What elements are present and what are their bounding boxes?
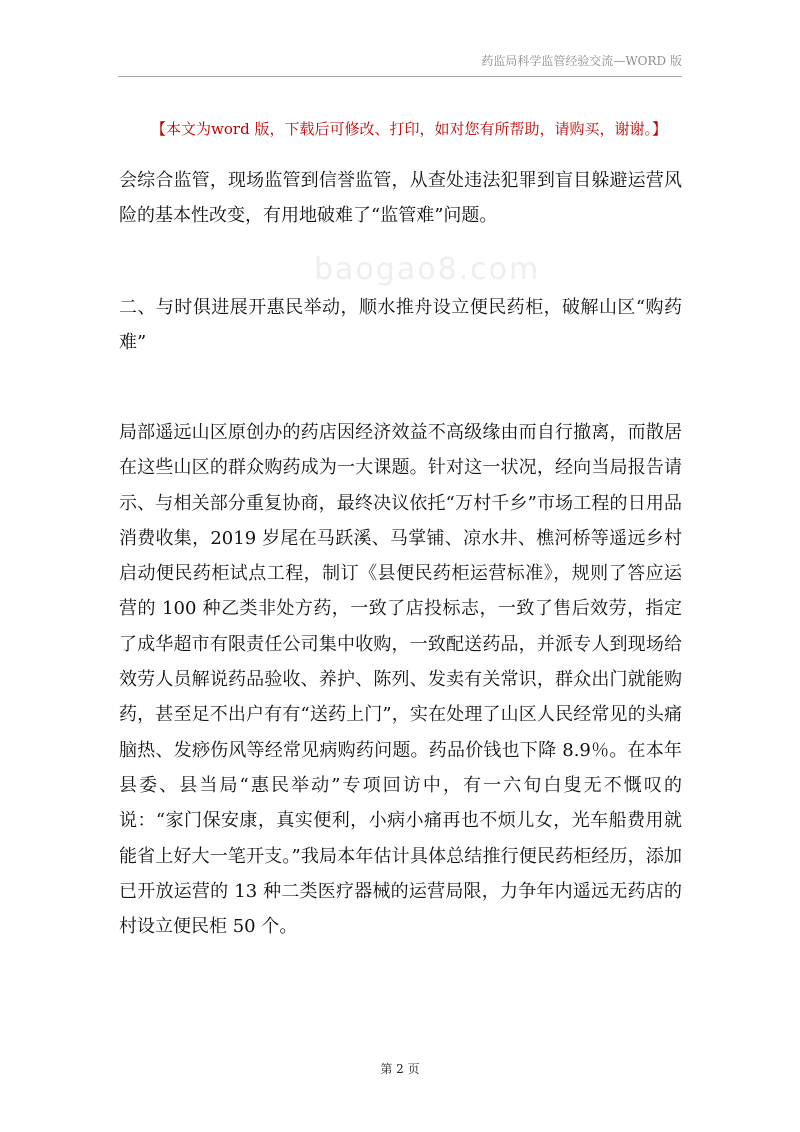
watermark: baogao8.com bbox=[314, 252, 541, 287]
header-title: 药监局科学监管经验交流—WORD 版 bbox=[481, 54, 682, 68]
page-number: 第 2 页 bbox=[380, 1062, 420, 1076]
page-header bbox=[118, 54, 682, 77]
paragraph-main: 局部遥远山区原创办的药店因经济效益不高级缘由而自行撤离，而散居在这些山区的群众购药成为一大课题。针对这一状况，经向当局报告请示、与相关部分重复协商，最终决议依托“万村千乡”市场工程的日用品消费收集，2019 岁尾在马跃溪、马掌铺、凉水井、樵河桥等遥远乡村启动便民药柜试点工程，制订《县便民药柜运营标准》，规则了答应运营的 100 种乙类非处方药，一致了店投标志，一致了售后效劳，指定了成华超市有限责任公司集中收购，一致配送药品，并派专人到现场给效劳人员解说药品验收、养护、陈列、发卖有关常识，群众出门就能购药，甚至足不出户有有“送药上门”，实在处理了山区人民经常见的头痛脑热、发痧伤风等经常见病购药问题。药品价钱也下降 8.9％。在本年县委、县当局“惠民举动”专项回访中，有一六旬白叟无不慨叹的说：“家门保安康，真实便利，小病小痛再也不烦儿女，光车船费用就能省上好大一笔开支。”我局本年估计具体总结推行便民药柜经历，添加已开放运营的 13 种二类医疗器械的运营局限，力争年内遥远无药店的村设立便民柜 50 个。 bbox=[119, 422, 682, 938]
section-heading: 二、与时俱进展开惠民举动，顺水推舟设立便民药柜，破解山区“购药难” bbox=[119, 297, 682, 354]
download-notice: 【本文为word 版，下载后可修改、打印，如对您有所帮助，请购买，谢谢。】 bbox=[151, 120, 667, 138]
paragraph-continuation: 会综合监管，现场监管到信誉监管，从查处违法犯罪到盲目躲避运营风险的基本性改变，有用地破难了“监管难”问题。 bbox=[119, 170, 682, 227]
